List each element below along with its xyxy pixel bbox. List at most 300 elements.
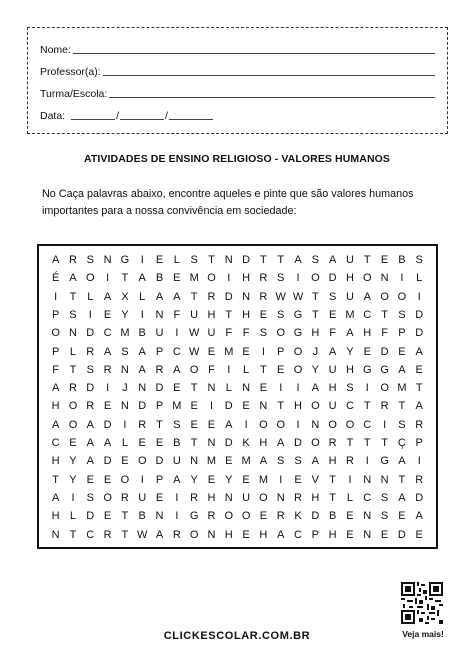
grid-letter[interactable]: I xyxy=(71,491,75,504)
grid-letter[interactable]: E xyxy=(173,272,181,285)
grid-letter[interactable]: S xyxy=(190,254,198,266)
grid-letter[interactable]: H xyxy=(259,528,268,541)
grid-letter[interactable]: A xyxy=(86,455,94,468)
grid-letter[interactable]: O xyxy=(241,510,251,523)
grid-letter[interactable]: L xyxy=(87,290,94,303)
grid-letter[interactable]: H xyxy=(345,363,354,376)
grid-letter[interactable]: A xyxy=(311,382,320,395)
grid-letter[interactable]: H xyxy=(207,308,216,321)
grid-letter[interactable]: P xyxy=(51,345,60,358)
grid-letter[interactable]: A xyxy=(173,290,181,303)
grid-letter[interactable]: O xyxy=(68,400,78,413)
grid-letter[interactable]: S xyxy=(259,327,268,340)
grid-letter[interactable]: F xyxy=(52,363,60,376)
grid-letter[interactable]: I xyxy=(227,363,231,376)
grid-letter[interactable]: A xyxy=(103,345,112,358)
grid-letter[interactable]: T xyxy=(381,437,388,449)
grid-letter[interactable]: H xyxy=(311,491,320,504)
grid-letter[interactable]: A xyxy=(51,254,60,266)
grid-letter[interactable]: L xyxy=(416,272,423,285)
grid-letter[interactable]: D xyxy=(155,382,164,395)
grid-letter[interactable]: M xyxy=(172,400,182,413)
grid-letter[interactable]: O xyxy=(259,418,268,431)
grid-letter[interactable]: E xyxy=(242,345,250,358)
grid-letter[interactable]: E xyxy=(173,382,181,395)
grid-letter[interactable]: I xyxy=(106,382,110,395)
grid-letter[interactable]: P xyxy=(277,345,285,358)
grid-letter[interactable]: E xyxy=(103,308,112,321)
grid-letter[interactable]: A xyxy=(259,455,268,468)
grid-letter[interactable]: Y xyxy=(190,473,198,486)
grid-letter[interactable]: T xyxy=(121,510,129,523)
grid-letter[interactable]: C xyxy=(363,491,372,504)
grid-letter[interactable]: I xyxy=(365,382,369,395)
grid-letter[interactable]: B xyxy=(138,327,146,340)
grid-letter[interactable]: D xyxy=(86,510,95,523)
grid-letter[interactable]: I xyxy=(296,272,300,285)
grid-letter[interactable]: E xyxy=(190,418,198,431)
grid-letter[interactable]: A xyxy=(415,345,423,358)
grid-letter[interactable]: G xyxy=(380,455,389,468)
grid-letter[interactable]: A xyxy=(138,363,146,376)
grid-letter[interactable]: A xyxy=(363,290,371,303)
grid-letter[interactable]: C xyxy=(363,418,372,431)
grid-letter[interactable]: E xyxy=(69,437,77,449)
grid-letter[interactable]: M xyxy=(189,272,199,285)
grid-letter[interactable]: N xyxy=(311,418,320,431)
grid-letter[interactable]: D xyxy=(415,327,424,340)
grid-letter[interactable]: P xyxy=(415,437,423,449)
grid-letter[interactable]: P xyxy=(311,528,320,541)
grid-letter[interactable]: R xyxy=(328,437,337,449)
grid-letter[interactable]: M xyxy=(241,455,251,468)
grid-letter[interactable]: D xyxy=(86,382,95,395)
grid-letter[interactable]: E xyxy=(259,382,268,395)
grid-letter[interactable]: E xyxy=(207,418,216,431)
grid-letter[interactable]: T xyxy=(277,254,285,266)
grid-letter[interactable]: V xyxy=(311,473,320,486)
grid-letter[interactable]: P xyxy=(155,473,164,486)
grid-letter[interactable]: I xyxy=(296,382,300,395)
grid-letter[interactable]: R xyxy=(68,382,77,395)
grid-letter[interactable]: I xyxy=(400,272,404,285)
grid-letter[interactable]: O xyxy=(328,418,337,431)
grid-letter[interactable]: S xyxy=(328,290,337,303)
grid-letter[interactable]: F xyxy=(225,327,233,340)
grid-letter[interactable]: A xyxy=(225,418,233,431)
grid-letter[interactable]: O xyxy=(276,418,285,431)
grid-letter[interactable]: W xyxy=(292,290,304,303)
grid-letter[interactable]: U xyxy=(328,363,337,376)
grid-letter[interactable]: O xyxy=(68,418,78,431)
grid-letter[interactable]: S xyxy=(398,308,406,321)
grid-letter[interactable]: E xyxy=(103,400,112,413)
grid-letter[interactable]: L xyxy=(139,290,146,303)
grid-letter[interactable]: T xyxy=(329,491,337,504)
grid-letter[interactable]: O xyxy=(363,272,372,285)
grid-letter[interactable]: I xyxy=(106,272,110,285)
grid-letter[interactable]: F xyxy=(329,327,337,340)
grid-letter[interactable]: O xyxy=(311,400,320,413)
grid-letter[interactable]: W xyxy=(188,345,200,358)
grid-letter[interactable]: S xyxy=(380,510,389,523)
grid-letter[interactable]: S xyxy=(346,382,354,395)
grid-letter[interactable]: R xyxy=(294,491,302,504)
grid-letter[interactable]: H xyxy=(294,400,302,413)
grid-letter[interactable]: O xyxy=(311,272,320,285)
grid-letter[interactable]: S xyxy=(173,418,181,431)
grid-letter[interactable]: I xyxy=(175,327,179,340)
grid-letter[interactable]: A xyxy=(277,528,285,541)
grid-letter[interactable]: C xyxy=(172,345,181,358)
grid-letter[interactable]: T xyxy=(363,254,371,266)
grid-letter[interactable]: O xyxy=(293,363,303,376)
grid-letter[interactable]: D xyxy=(242,254,251,266)
grid-letter[interactable]: H xyxy=(242,272,251,285)
grid-letter[interactable]: H xyxy=(345,272,354,285)
grid-letter[interactable]: T xyxy=(225,308,233,321)
grid-letter[interactable]: G xyxy=(189,510,199,523)
grid-letter[interactable]: E xyxy=(207,345,216,358)
grid-letter[interactable]: A xyxy=(277,437,285,449)
grid-letter[interactable]: R xyxy=(207,290,216,303)
grid-letter[interactable]: H xyxy=(207,491,216,504)
grid-letter[interactable]: D xyxy=(103,418,112,431)
grid-letter[interactable]: I xyxy=(175,491,179,504)
grid-letter[interactable]: A xyxy=(328,345,337,358)
grid-letter[interactable]: A xyxy=(51,418,60,431)
grid-letter[interactable]: J xyxy=(312,345,319,358)
grid-letter[interactable]: E xyxy=(294,473,302,486)
grid-letter[interactable]: F xyxy=(242,327,250,340)
grid-letter[interactable]: H xyxy=(328,528,337,541)
grid-letter[interactable]: I xyxy=(123,418,127,431)
grid-letter[interactable]: U xyxy=(138,491,147,504)
grid-letter[interactable]: A xyxy=(173,363,181,376)
grid-letter[interactable]: A xyxy=(51,382,60,395)
grid-letter[interactable]: I xyxy=(140,254,144,266)
grid-letter[interactable]: T xyxy=(311,290,319,303)
grid-letter[interactable]: B xyxy=(328,510,337,523)
grid-letter[interactable]: S xyxy=(86,363,94,376)
grid-letter[interactable]: D xyxy=(311,510,320,523)
grid-letter[interactable]: L xyxy=(173,254,180,266)
grid-letter[interactable]: E xyxy=(207,473,216,486)
grid-letter[interactable]: D xyxy=(397,528,406,541)
grid-letter[interactable]: Y xyxy=(69,455,77,468)
grid-letter[interactable]: O xyxy=(293,345,303,358)
grid-letter[interactable]: I xyxy=(140,473,144,486)
grid-letter[interactable]: R xyxy=(259,272,268,285)
grid-letter[interactable]: G xyxy=(293,327,303,340)
grid-letter[interactable]: N xyxy=(276,491,285,504)
grid-letter[interactable]: I xyxy=(417,290,421,303)
grid-letter[interactable]: N xyxy=(259,400,268,413)
grid-letter[interactable]: N xyxy=(242,382,251,395)
grid-letter[interactable]: U xyxy=(207,327,216,340)
grid-letter[interactable]: O xyxy=(259,491,268,504)
grid-letter[interactable]: B xyxy=(138,510,146,523)
grid-letter[interactable]: C xyxy=(86,528,95,541)
qr-code-icon[interactable] xyxy=(401,582,443,624)
grid-letter[interactable]: E xyxy=(259,308,268,321)
grid-letter[interactable]: A xyxy=(398,363,406,376)
grid-letter[interactable]: N xyxy=(155,308,164,321)
class-line[interactable] xyxy=(109,96,435,98)
grid-letter[interactable]: T xyxy=(156,418,163,431)
grid-letter[interactable]: R xyxy=(155,363,164,376)
grid-letter[interactable]: D xyxy=(155,455,164,468)
grid-letter[interactable]: N xyxy=(190,455,199,468)
grid-letter[interactable]: T xyxy=(415,382,423,395)
grid-letter[interactable]: R xyxy=(172,528,181,541)
grid-letter[interactable]: A xyxy=(103,437,112,449)
grid-letter[interactable]: A xyxy=(51,491,60,504)
grid-letter[interactable]: K xyxy=(294,510,302,523)
date-month-line[interactable] xyxy=(120,118,164,120)
grid-letter[interactable]: C xyxy=(51,437,60,449)
grid-letter[interactable]: A xyxy=(173,473,181,486)
grid-letter[interactable]: T xyxy=(311,308,319,321)
grid-letter[interactable]: E xyxy=(398,510,406,523)
grid-letter[interactable]: H xyxy=(328,382,337,395)
grid-letter[interactable]: I xyxy=(88,308,92,321)
grid-letter[interactable]: R xyxy=(415,473,424,486)
grid-letter[interactable]: J xyxy=(122,382,128,395)
grid-letter[interactable]: O xyxy=(397,290,407,303)
grid-letter[interactable]: R xyxy=(276,510,285,523)
grid-letter[interactable]: S xyxy=(294,455,302,468)
grid-letter[interactable]: I xyxy=(279,382,283,395)
grid-letter[interactable]: G xyxy=(120,254,130,266)
grid-letter[interactable]: E xyxy=(138,437,146,449)
grid-letter[interactable]: O xyxy=(189,528,199,541)
grid-letter[interactable]: L xyxy=(225,382,232,395)
grid-letter[interactable]: G xyxy=(363,363,372,376)
grid-letter[interactable]: F xyxy=(208,363,215,376)
grid-letter[interactable]: T xyxy=(363,400,371,413)
grid-letter[interactable]: T xyxy=(260,363,267,376)
grid-letter[interactable]: H xyxy=(259,437,268,449)
grid-letter[interactable]: P xyxy=(155,345,164,358)
grid-letter[interactable]: P xyxy=(155,400,164,413)
grid-letter[interactable]: W xyxy=(188,327,200,340)
grid-letter[interactable]: E xyxy=(277,363,285,376)
grid-letter[interactable]: E xyxy=(190,400,198,413)
grid-letter[interactable]: E xyxy=(328,308,337,321)
grid-letter[interactable]: I xyxy=(175,510,179,523)
grid-letter[interactable]: I xyxy=(417,455,421,468)
grid-letter[interactable]: E xyxy=(155,491,164,504)
grid-letter[interactable]: L xyxy=(243,363,250,376)
grid-letter[interactable]: C xyxy=(345,400,354,413)
grid-letter[interactable]: D xyxy=(103,455,112,468)
grid-letter[interactable]: T xyxy=(277,400,285,413)
grid-letter[interactable]: E xyxy=(415,528,423,541)
grid-letter[interactable]: D xyxy=(86,327,95,340)
grid-letter[interactable]: F xyxy=(173,308,181,321)
grid-letter[interactable]: E xyxy=(363,345,371,358)
grid-letter[interactable]: X xyxy=(121,290,129,303)
grid-letter[interactable]: S xyxy=(69,308,77,321)
grid-letter[interactable]: E xyxy=(346,528,354,541)
grid-letter[interactable]: D xyxy=(415,308,424,321)
grid-letter[interactable]: A xyxy=(155,528,164,541)
grid-letter[interactable]: C xyxy=(363,308,372,321)
grid-letter[interactable]: D xyxy=(224,400,233,413)
grid-letter[interactable]: W xyxy=(275,290,286,303)
grid-letter[interactable]: I xyxy=(54,290,58,303)
grid-letter[interactable]: É xyxy=(51,272,60,285)
grid-letter[interactable]: O xyxy=(311,437,320,449)
grid-letter[interactable]: R xyxy=(120,491,129,504)
grid-letter[interactable]: R xyxy=(103,528,112,541)
grid-letter[interactable]: L xyxy=(346,491,354,504)
grid-letter[interactable]: N xyxy=(138,382,147,395)
grid-letter[interactable]: E xyxy=(242,528,250,541)
grid-letter[interactable]: I xyxy=(365,455,369,468)
grid-letter[interactable]: M xyxy=(206,455,217,468)
grid-letter[interactable]: Y xyxy=(69,473,77,486)
grid-letter[interactable]: G xyxy=(293,308,303,321)
grid-letter[interactable]: A xyxy=(415,510,423,523)
grid-letter[interactable]: B xyxy=(155,272,164,285)
grid-letter[interactable]: N xyxy=(380,272,389,285)
grid-letter[interactable]: H xyxy=(224,528,233,541)
grid-letter[interactable]: E xyxy=(259,510,268,523)
grid-letter[interactable]: Y xyxy=(311,363,320,376)
grid-letter[interactable]: I xyxy=(296,418,300,431)
grid-letter[interactable]: T xyxy=(398,473,406,486)
grid-letter[interactable]: E xyxy=(86,473,94,486)
grid-letter[interactable]: R xyxy=(86,400,95,413)
grid-letter[interactable]: Y xyxy=(121,308,129,321)
grid-letter[interactable]: B xyxy=(398,254,406,266)
grid-letter[interactable]: A xyxy=(346,327,354,340)
grid-letter[interactable]: M xyxy=(345,308,355,321)
grid-letter[interactable]: T xyxy=(381,308,388,321)
grid-letter[interactable]: N xyxy=(363,473,372,486)
grid-letter[interactable]: S xyxy=(86,254,94,266)
grid-letter[interactable]: U xyxy=(190,308,199,321)
grid-letter[interactable]: N xyxy=(363,528,372,541)
grid-letter[interactable]: E xyxy=(415,363,423,376)
grid-letter[interactable]: H xyxy=(51,455,60,468)
grid-letter[interactable]: O xyxy=(224,510,234,523)
grid-letter[interactable]: U xyxy=(172,455,181,468)
grid-letter[interactable]: N xyxy=(68,327,77,340)
grid-letter[interactable]: D xyxy=(294,437,302,449)
grid-letter[interactable]: K xyxy=(242,437,250,449)
grid-letter[interactable]: A xyxy=(86,437,94,449)
grid-letter[interactable]: O xyxy=(120,473,130,486)
grid-letter[interactable]: U xyxy=(155,327,164,340)
grid-letter[interactable]: N xyxy=(51,528,60,541)
teacher-line[interactable] xyxy=(103,74,435,76)
grid-letter[interactable]: M xyxy=(258,473,268,486)
grid-letter[interactable]: E xyxy=(155,254,164,266)
grid-letter[interactable]: E xyxy=(380,254,389,266)
footer-site[interactable]: CLICKESCOLAR.COM.BR xyxy=(163,630,311,642)
grid-letter[interactable]: O xyxy=(276,327,285,340)
grid-letter[interactable]: C xyxy=(294,528,302,541)
grid-letter[interactable]: L xyxy=(69,510,77,523)
grid-letter[interactable]: U xyxy=(345,290,354,303)
grid-letter[interactable]: F xyxy=(381,327,388,340)
grid-letter[interactable]: N xyxy=(120,363,129,376)
grid-letter[interactable]: A xyxy=(398,491,406,504)
grid-letter[interactable]: N xyxy=(103,254,112,266)
grid-letter[interactable]: T xyxy=(260,254,267,266)
grid-letter[interactable]: A xyxy=(294,254,302,266)
grid-letter[interactable]: E xyxy=(242,473,250,486)
grid-letter[interactable]: S xyxy=(277,272,285,285)
grid-letter[interactable]: T xyxy=(69,528,77,541)
grid-letter[interactable]: A xyxy=(103,290,112,303)
grid-letter[interactable]: A xyxy=(398,455,406,468)
grid-letter[interactable]: E xyxy=(380,528,389,541)
grid-letter[interactable]: I xyxy=(348,473,352,486)
grid-letter[interactable]: S xyxy=(277,455,285,468)
grid-letter[interactable]: D xyxy=(380,345,389,358)
grid-letter[interactable]: D xyxy=(328,272,337,285)
grid-letter[interactable]: W xyxy=(137,528,148,541)
grid-letter[interactable]: I xyxy=(279,473,283,486)
grid-letter[interactable]: I xyxy=(209,400,213,413)
grid-letter[interactable]: A xyxy=(155,290,164,303)
grid-letter[interactable]: D xyxy=(224,437,233,449)
grid-letter[interactable]: D xyxy=(138,400,147,413)
grid-letter[interactable]: A xyxy=(311,455,320,468)
grid-letter[interactable]: I xyxy=(227,272,231,285)
grid-letter[interactable]: T xyxy=(69,363,77,376)
grid-letter[interactable]: Y xyxy=(225,473,233,486)
grid-letter[interactable]: O xyxy=(51,327,60,340)
grid-letter[interactable]: Ç xyxy=(397,437,406,449)
grid-letter[interactable]: S xyxy=(277,308,285,321)
grid-letter[interactable]: O xyxy=(207,272,216,285)
grid-letter[interactable]: R xyxy=(190,491,199,504)
grid-letter[interactable]: S xyxy=(86,491,94,504)
grid-letter[interactable]: O xyxy=(189,363,199,376)
grid-letter[interactable]: N xyxy=(120,400,129,413)
grid-letter[interactable]: O xyxy=(86,272,95,285)
grid-letter[interactable]: S xyxy=(311,254,320,266)
grid-letter[interactable]: E xyxy=(398,345,406,358)
grid-letter[interactable]: N xyxy=(224,254,233,266)
grid-letter[interactable]: S xyxy=(415,254,423,266)
grid-letter[interactable]: N xyxy=(207,382,216,395)
grid-letter[interactable]: T xyxy=(190,290,198,303)
grid-letter[interactable]: R xyxy=(345,455,354,468)
grid-letter[interactable]: M xyxy=(224,345,234,358)
grid-letter[interactable]: U xyxy=(242,491,251,504)
grid-letter[interactable]: N xyxy=(380,473,389,486)
grid-letter[interactable]: O xyxy=(380,382,389,395)
grid-letter[interactable]: H xyxy=(242,308,251,321)
grid-letter[interactable]: T xyxy=(190,437,198,449)
grid-letter[interactable]: O xyxy=(103,491,112,504)
grid-letter[interactable]: R xyxy=(68,254,77,266)
grid-letter[interactable]: P xyxy=(398,327,406,340)
grid-letter[interactable]: D xyxy=(415,491,424,504)
grid-letter[interactable]: E xyxy=(103,473,112,486)
grid-letter[interactable]: R xyxy=(259,290,268,303)
grid-letter[interactable]: M xyxy=(397,382,407,395)
grid-letter[interactable]: T xyxy=(363,437,371,449)
grid-letter[interactable]: H xyxy=(363,327,372,340)
grid-letter[interactable]: H xyxy=(311,327,320,340)
